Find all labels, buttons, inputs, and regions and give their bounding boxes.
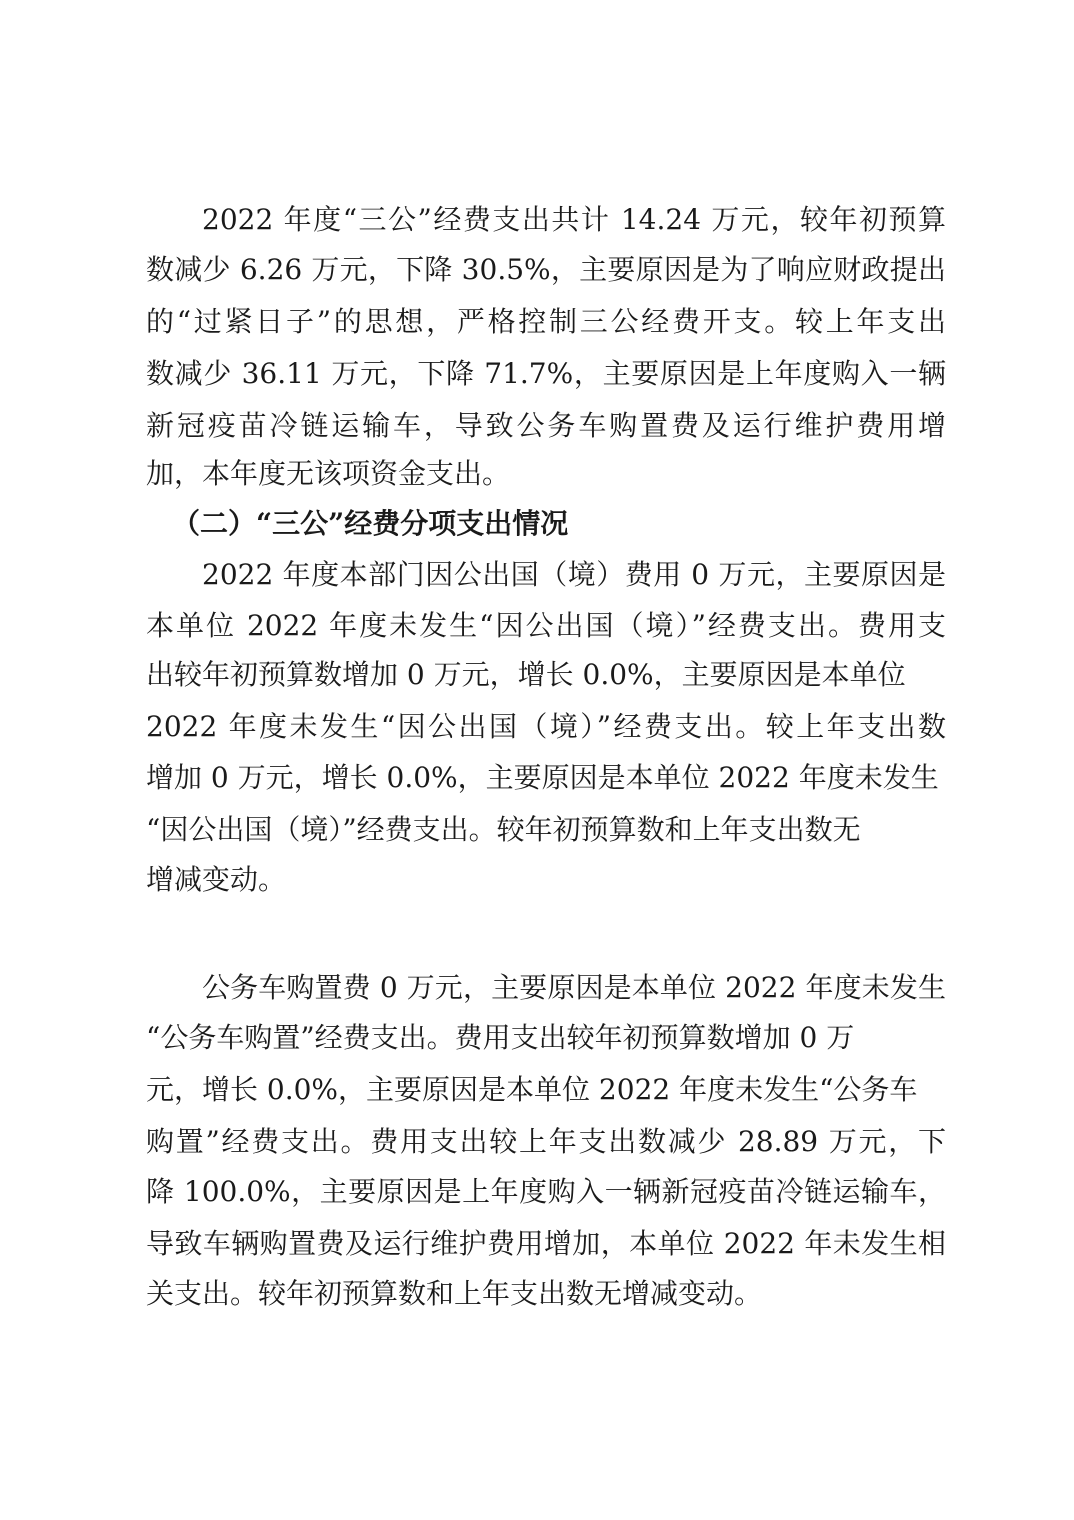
paragraph-3-line-4: 购置”经费支出。费用支出较上年支出数减少 28.89 万元，下 [146,1125,946,1158]
paragraph-1-line-2: 数减少 6.26 万元，下降 30.5%，主要原因是为了响应财政提出 [146,253,946,286]
paragraph-2-line-2: 本单位 2022 年度未发生“因公出国（境）”经费支出。费用支 [146,609,946,642]
paragraph-3-line-3: 元，增长 0.0%，主要原因是本单位 2022 年度未发生“公务车 [146,1073,918,1106]
paragraph-1-line-3: 的“过紧日子”的思想，严格控制三公经费开支。较上年支出 [146,305,946,338]
paragraph-3-line-1: 公务车购置费 0 万元，主要原因是本单位 2022 年度未发生 [202,971,946,1004]
paragraph-2-line-6: “因公出国（境）”经费支出。较年初预算数和上年支出数无 [146,813,861,846]
paragraph-1-line-5: 新冠疫苗冷链运输车，导致公务车购置费及运行维护费用增 [146,409,946,442]
paragraph-1-line-4: 数减少 36.11 万元，下降 71.7%，主要原因是上年度购入一辆 [146,357,946,390]
paragraph-2-line-5: 增加 0 万元，增长 0.0%，主要原因是本单位 2022 年度未发生 [146,761,939,794]
section-heading: （二）“三公”经费分项支出情况 [172,507,569,540]
paragraph-1-line-1: 2022 年度“三公”经费支出共计 14.24 万元，较年初预算 [202,203,946,236]
paragraph-3-line-6: 导致车辆购置费及运行维护费用增加，本单位 2022 年未发生相 [146,1227,946,1260]
paragraph-2-line-4: 2022 年度未发生“因公出国（境）”经费支出。较上年支出数 [146,710,946,743]
paragraph-1-line-6: 加，本年度无该项资金支出。 [146,457,511,490]
paragraph-2-line-3: 出较年初预算数增加 0 万元，增长 0.0%，主要原因是本单位 [146,658,906,691]
paragraph-3-line-2: “公务车购置”经费支出。费用支出较年初预算数增加 0 万 [146,1021,855,1054]
paragraph-3-line-7: 关支出。较年初预算数和上年支出数无增减变动。 [146,1277,763,1310]
paragraph-2-line-7: 增减变动。 [146,863,287,896]
paragraph-2-line-1: 2022 年度本部门因公出国（境）费用 0 万元，主要原因是 [202,558,946,591]
paragraph-3-line-5: 降 100.0%，主要原因是上年度购入一辆新冠疫苗冷链运输车， [146,1175,946,1208]
